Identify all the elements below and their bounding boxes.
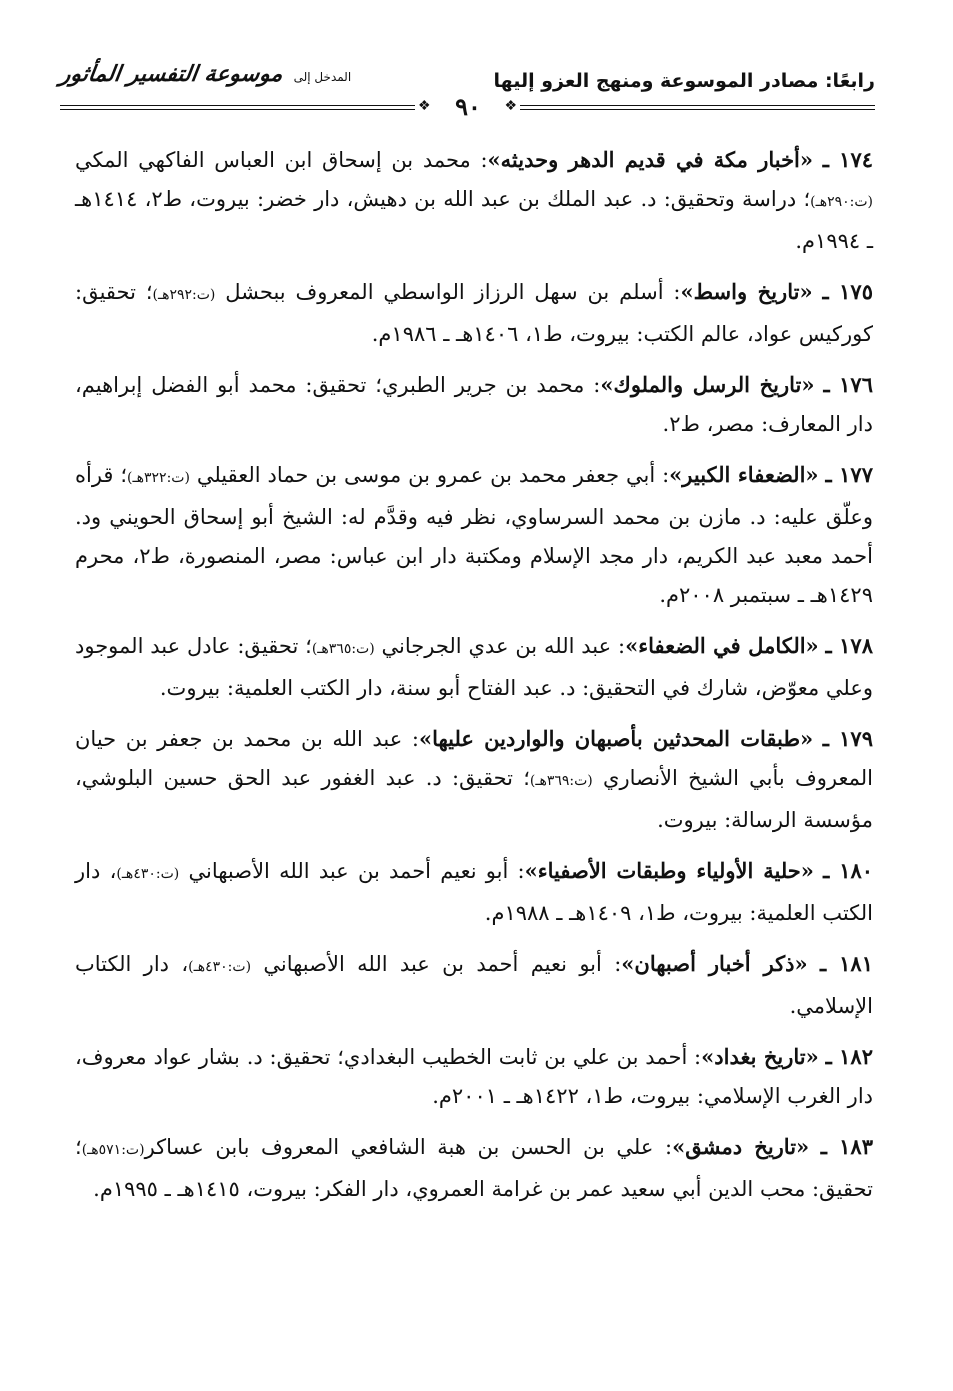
bibliography-entry bbox=[75, 365, 873, 444]
page-number: ٩٠ bbox=[455, 92, 481, 121]
entry-title: «تاريخ بغداد» bbox=[701, 1044, 819, 1069]
entry-title: «ذكر أخبار أصبهان» bbox=[621, 951, 808, 976]
entry-text-continued: ؛ تحقيق: كوركيس عواد، عالم الكتب: بيروت، ط١، ١٤٠٦هـ ـ ١٩٨٦م. bbox=[75, 280, 873, 346]
entry-text: : أبو نعيم أحمد بن عبد الله الأصبهاني bbox=[251, 952, 622, 976]
entry-title: «حلية الأولياء وطبقات الأصفياء» bbox=[524, 858, 814, 883]
bibliography-entry bbox=[75, 455, 873, 615]
entry-death-date: (ت:٤٣٠هـ) bbox=[116, 866, 180, 882]
bibliography-entry bbox=[75, 851, 873, 933]
book-name-logo: موسوعة التفسير المأثور bbox=[58, 62, 285, 87]
entry-number: ١٧٦ ـ bbox=[823, 372, 873, 397]
section-title: رابعًا: مصادر الموسوعة ومنهج العزو إليها bbox=[493, 70, 875, 92]
entry-title: «طبقات المحدثين بأصبهان والواردين عليها» bbox=[418, 726, 814, 751]
entry-text: : عبد الله بن محمد بن جعفر بن حيان المعروف بأبي الشيخ الأنصاري bbox=[75, 727, 874, 790]
entry-number: ١٨٣ ـ bbox=[820, 1134, 873, 1159]
page-header bbox=[60, 62, 875, 122]
bibliography-entry bbox=[75, 272, 873, 354]
bibliography-list bbox=[75, 140, 873, 1220]
entry-title: «الكامل في الضعفاء» bbox=[625, 633, 819, 658]
bibliography-entry bbox=[75, 944, 873, 1026]
entry-text-continued: ، دار الكتب العلمية: بيروت، ط١، ١٤٠٩هـ ـ ١٩٨٨م. bbox=[75, 859, 873, 925]
rule-line-right-thin bbox=[520, 109, 875, 110]
entry-title: «تاريخ الرسل والملوك» bbox=[600, 372, 815, 397]
entry-text-continued: ؛ دراسة وتحقيق: د. عبد الملك بن عبد الله بن دهيش، دار خضر: بيروت، ط٢، ١٤١٤هـ ـ ١٩٩٤م. bbox=[75, 187, 873, 253]
ornament-right-icon: ❖ bbox=[504, 98, 517, 114]
bibliography-entry bbox=[75, 626, 873, 708]
entry-text: : علي بن الحسن بن هبة الشافعي المعروف بابن عساكر bbox=[144, 1135, 673, 1159]
entry-number: ١٧٥ ـ bbox=[822, 279, 873, 304]
entry-number: ١٨١ ـ bbox=[820, 951, 873, 976]
entry-text-continued: ؛ قرأه وعلّق عليه: د. مازن بن محمد السرساوي، نظر فيه وقدَّم له: الشيخ أبو إسحاق الحويني ود. أحمد معبد عبد الكريم، دار مجد الإسلام ومكتبة دار ابن عباس: مصر، المنصورة، ط٢، محرم ١٤٢٩هـ ـ سبتمبر ٢٠٠٨م. bbox=[75, 463, 873, 607]
entry-death-date: (ت:٢٩٢هـ) bbox=[152, 287, 216, 303]
entry-number: ١٨٠ ـ bbox=[823, 858, 874, 883]
entry-number: ١٧٧ ـ bbox=[825, 462, 873, 487]
bibliography-entry bbox=[75, 1037, 873, 1116]
entry-number: ١٧٩ ـ bbox=[822, 726, 873, 751]
bibliography-entry bbox=[75, 1127, 873, 1209]
entry-text-continued: ؛ تحقيق: محب الدين أبي سعيد عمر بن غرامة العمروي، دار الفكر: بيروت، ١٤١٥هـ ـ ١٩٩٥م. bbox=[75, 1135, 873, 1201]
rule-line-left bbox=[60, 105, 415, 106]
bibliography-entry bbox=[75, 140, 873, 261]
entry-death-date: (ت:٣٦٩هـ) bbox=[529, 773, 593, 789]
entry-number: ١٨٢ ـ bbox=[825, 1044, 873, 1069]
entry-number: ١٧٤ ـ bbox=[822, 147, 874, 172]
entry-title: «تاريخ واسط» bbox=[680, 279, 813, 304]
rule-line-right bbox=[520, 105, 875, 106]
entry-text-continued: ؛ تحقيق: عادل عبد الموجود وعلي معوّض، شارك في التحقيق: د. عبد الفتاح أبو سنة، دار الكتب العلمية: بيروت. bbox=[75, 634, 873, 700]
entry-death-date: (ت:٥٧١هـ) bbox=[81, 1142, 145, 1158]
entry-text: : أبي جعفر محمد بن عمرو بن موسى بن حماد العقيلي bbox=[189, 463, 670, 487]
entry-title: «الضعفاء الكبير» bbox=[669, 462, 819, 487]
bibliography-entry bbox=[75, 719, 873, 840]
entry-death-date: (ت:٣٢٢هـ) bbox=[127, 470, 190, 486]
book-intro: المدخل إلى bbox=[293, 70, 352, 84]
entry-title: «تاريخ دمشق» bbox=[672, 1134, 810, 1159]
entry-text: : محمد بن إسحاق ابن العباس الفاكهي المكي bbox=[75, 148, 488, 172]
entry-text: : عبد الله بن عدي الجرجاني bbox=[374, 634, 626, 658]
entry-text: : أبو نعيم أحمد بن عبد الله الأصبهاني bbox=[179, 859, 525, 883]
entry-text-continued: ؛ تحقيق: د. عبد الغفور عبد الحق حسين البلوشي، مؤسسة الرسالة: بيروت. bbox=[75, 766, 873, 832]
rule-line-left-thin bbox=[60, 109, 415, 110]
entry-death-date: (ت:٤٣٠هـ) bbox=[188, 959, 252, 975]
entry-text-continued: ، دار الكتاب الإسلامي. bbox=[75, 952, 873, 1018]
entry-text: : محمد بن جرير الطبري؛ تحقيق: محمد أبو الفضل إبراهيم، دار المعارف: مصر، ط٢. bbox=[75, 373, 873, 436]
ornament-left-icon: ❖ bbox=[418, 98, 431, 114]
entry-text: : أحمد بن علي بن ثابت الخطيب البغدادي؛ تحقيق: د. بشار عواد معروف، دار الغرب الإسلامي: بيروت، ط١، ١٤٢٢هـ ـ ٢٠٠١م. bbox=[75, 1045, 873, 1108]
entry-death-date: (ت:٣٦٥هـ) bbox=[311, 641, 375, 657]
book-title bbox=[60, 62, 351, 87]
header-rule bbox=[60, 92, 875, 121]
entry-death-date: (ت:٢٩٠هـ) bbox=[810, 194, 873, 210]
entry-title: «أخبار مكة في قديم الدهر وحديثه» bbox=[487, 147, 814, 172]
entry-number: ١٧٨ ـ bbox=[825, 633, 873, 658]
entry-text: : أسلم بن سهل الرزاز الواسطي المعروف ببحشل bbox=[215, 280, 681, 304]
